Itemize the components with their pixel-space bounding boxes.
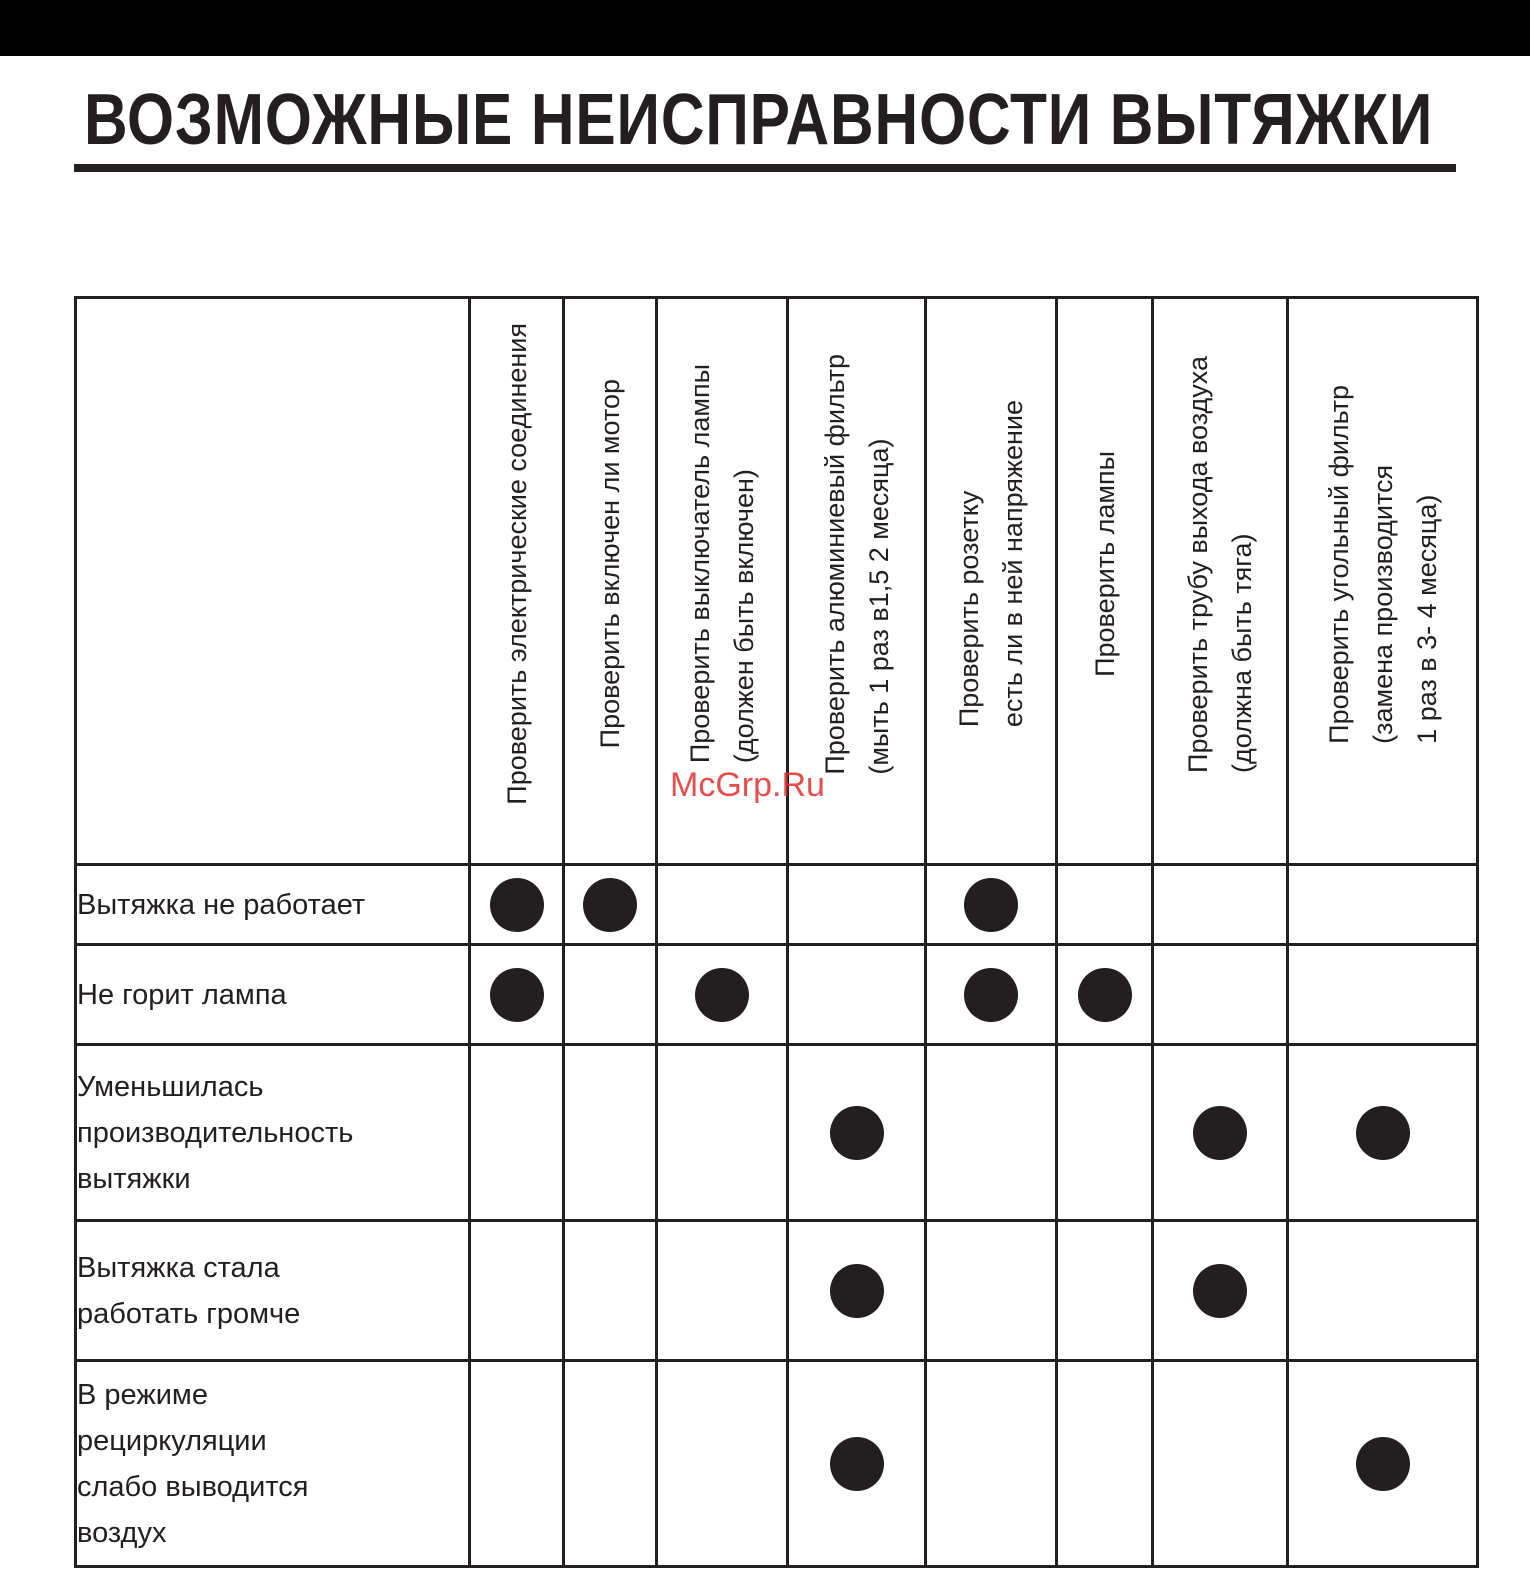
- column-header-label: Проверить включен ли мотор: [595, 379, 625, 749]
- mark-cell: [788, 1045, 926, 1221]
- page-title: ВОЗМОЖНЫЕ НЕИСПРАВНОСТИ ВЫТЯЖКИ: [84, 80, 1434, 160]
- check-dot-icon: [583, 878, 637, 932]
- mark-cell: [1153, 865, 1288, 945]
- mark-cell: [657, 865, 788, 945]
- mark-cell: [1153, 1221, 1288, 1361]
- mark-cell: [1153, 1045, 1288, 1221]
- mark-cell: [564, 1361, 657, 1567]
- mark-cell: [926, 1361, 1057, 1567]
- mark-cell: [470, 865, 564, 945]
- mark-cell: [1057, 945, 1153, 1045]
- mark-cell: [788, 945, 926, 1045]
- mark-cell: [657, 1221, 788, 1361]
- column-header-carbon-filter: [1288, 298, 1478, 865]
- column-header-label: Проверить выключатель лампы (должен быть включен): [685, 364, 759, 764]
- check-dot-icon: [964, 878, 1018, 932]
- mark-cell: [926, 865, 1057, 945]
- mark-cell: [470, 1221, 564, 1361]
- mark-cell: [657, 1045, 788, 1221]
- check-dot-icon: [490, 878, 544, 932]
- check-dot-icon: [1356, 1437, 1410, 1491]
- mark-cell: [1288, 945, 1478, 1045]
- check-dot-icon: [964, 968, 1018, 1022]
- check-dot-icon: [1193, 1264, 1247, 1318]
- mark-cell: [1153, 1361, 1288, 1567]
- mark-cell: [564, 1221, 657, 1361]
- mark-cell: [926, 945, 1057, 1045]
- mark-cell: [1057, 1361, 1153, 1567]
- column-header-label: Проверить розетку есть ли в ней напряжение: [954, 400, 1028, 728]
- check-dot-icon: [1356, 1106, 1410, 1160]
- check-dot-icon: [830, 1106, 884, 1160]
- mark-cell: [1288, 865, 1478, 945]
- mark-cell: [926, 1045, 1057, 1221]
- column-header-air-duct: [1153, 298, 1288, 865]
- column-header-electrical: [470, 298, 564, 865]
- mark-cell: [1288, 1221, 1478, 1361]
- mark-cell: [470, 945, 564, 1045]
- top-bar: [0, 0, 1530, 56]
- check-dot-icon: [695, 968, 749, 1022]
- table-row: [76, 1361, 1478, 1567]
- corner-cell: [76, 298, 470, 865]
- column-header-socket: [926, 298, 1057, 865]
- check-dot-icon: [830, 1437, 884, 1491]
- troubleshooting-table: [74, 296, 1479, 1568]
- column-header-lamp-switch: [657, 298, 788, 865]
- check-dot-icon: [1193, 1106, 1247, 1160]
- mark-cell: [657, 945, 788, 1045]
- mark-cell: [926, 1221, 1057, 1361]
- mark-cell: [657, 1361, 788, 1567]
- row-label: Уменьшилась производительность вытяжки: [76, 1045, 470, 1221]
- mark-cell: [1288, 1361, 1478, 1567]
- row-label: Вытяжка стала работать громче: [76, 1221, 470, 1361]
- check-dot-icon: [830, 1264, 884, 1318]
- mark-cell: [1057, 865, 1153, 945]
- mark-cell: [564, 1045, 657, 1221]
- mark-cell: [1288, 1045, 1478, 1221]
- column-header-lamps: [1057, 298, 1153, 865]
- table-row: [76, 1221, 1478, 1361]
- table-row: [76, 945, 1478, 1045]
- row-label: Не горит лампа: [76, 945, 470, 1045]
- table-row: [76, 865, 1478, 945]
- row-label: В режиме рециркуляции слабо выводится воздух: [76, 1361, 470, 1567]
- column-header-aluminum-filter: [788, 298, 926, 865]
- mark-cell: [564, 945, 657, 1045]
- column-header-label: Проверить лампы: [1089, 451, 1120, 677]
- mark-cell: [788, 865, 926, 945]
- mark-cell: [1153, 945, 1288, 1045]
- mark-cell: [1057, 1045, 1153, 1221]
- column-header-label: Проверить угольный фильтр (замена производится 1 раз в 3- 4 месяца): [1323, 384, 1442, 744]
- mark-cell: [788, 1221, 926, 1361]
- mark-cell: [470, 1361, 564, 1567]
- column-header-motor: [564, 298, 657, 865]
- title-underline: [74, 164, 1456, 172]
- check-dot-icon: [1078, 968, 1132, 1022]
- column-header-label: Проверить трубу выхода воздуха (должна быть тяга): [1183, 355, 1257, 773]
- mark-cell: [1057, 1221, 1153, 1361]
- header-row: [76, 298, 1478, 865]
- check-dot-icon: [490, 968, 544, 1022]
- row-label: Вытяжка не работает: [76, 865, 470, 945]
- column-header-label: Проверить электрические соединения: [501, 323, 532, 805]
- table-row: [76, 1045, 1478, 1221]
- mark-cell: [564, 865, 657, 945]
- watermark: McGrp.Ru: [670, 766, 825, 804]
- mark-cell: [788, 1361, 926, 1567]
- mark-cell: [470, 1045, 564, 1221]
- column-header-label: Проверить алюминиевый фильтр (мыть 1 раз в1,5 2 месяца): [819, 353, 894, 775]
